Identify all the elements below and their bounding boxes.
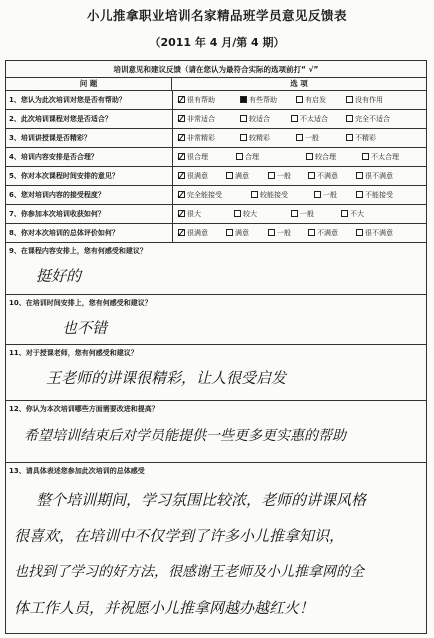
option-checkbox[interactable]: 不能接受 bbox=[356, 186, 393, 204]
option-checkbox[interactable]: 一般 bbox=[314, 186, 337, 204]
table-caption: 培训意见和建议反馈（请在您认为最符合实际的选项前打“ √” bbox=[6, 61, 426, 78]
question-row bbox=[6, 167, 426, 186]
question-row bbox=[6, 224, 426, 243]
option-checkbox[interactable]: 较精彩 bbox=[240, 129, 270, 147]
option-checkbox[interactable]: 有些帮助 bbox=[240, 91, 277, 109]
option-checkbox[interactable]: 较适合 bbox=[240, 110, 270, 128]
option-checkbox[interactable]: 不满意 bbox=[308, 224, 338, 242]
option-checkbox[interactable]: 合理 bbox=[236, 148, 259, 166]
question-label: 4、培训内容安排是否合理？ bbox=[9, 153, 98, 161]
question-row bbox=[6, 148, 426, 167]
handwritten-answer-line: 整个培训期间，学习氛围比较浓，老师的讲课风格 bbox=[36, 491, 367, 509]
option-checkbox[interactable]: 不太合理 bbox=[362, 148, 399, 166]
option-checkbox[interactable]: 很不满意 bbox=[356, 224, 393, 242]
checkmark-icon: ✓ bbox=[176, 207, 187, 221]
option-checkbox[interactable]: 完全不适合 bbox=[346, 110, 390, 128]
question-label: 2、此次培训课程对您是否适合？ bbox=[9, 115, 112, 123]
handwritten-answer: 也不错 bbox=[62, 319, 108, 337]
question-row bbox=[6, 91, 426, 110]
question-label: 3、培训讲授课是否精彩？ bbox=[9, 134, 91, 142]
question-label: 5、你对本次课程时间安排的意见？ bbox=[9, 172, 119, 180]
open-question-row bbox=[6, 345, 426, 401]
option-checkbox[interactable]: 不大 bbox=[341, 205, 364, 223]
handwritten-answer: 希望培训结束后对学员能提供一些更多更实惠的帮助 bbox=[24, 428, 346, 444]
form-title: 小儿推拿职业培训名家精品班学员意见反馈表 bbox=[86, 8, 347, 23]
checkmark-icon: ✓ bbox=[176, 226, 187, 240]
open-question-label: 12、你认为本次培训哪些方面需要改进和提高？ bbox=[9, 405, 159, 413]
question-row bbox=[6, 186, 426, 205]
handwritten-answer: 挺好的 bbox=[36, 267, 82, 285]
option-checkbox[interactable]: 较合理 bbox=[306, 148, 336, 166]
question-label: 8、你对本次培训的总体评价如何？ bbox=[9, 229, 119, 237]
handwritten-answer-line: 也找到了学习的好方法，很感谢王老师及小儿推拿网的全 bbox=[14, 564, 364, 580]
open-question-row bbox=[6, 295, 426, 345]
column-divider bbox=[172, 110, 173, 128]
question-label: 1、您认为此次培训对您是否有帮助？ bbox=[9, 96, 126, 104]
option-checkbox[interactable]: 很大 bbox=[178, 205, 201, 223]
question-label: 6、您对培训内容的接受程度？ bbox=[9, 191, 105, 199]
checkmark-icon: ✓ bbox=[176, 131, 187, 145]
option-checkbox[interactable]: 很满意 bbox=[178, 224, 208, 242]
option-checkbox[interactable]: 很满意 bbox=[178, 167, 208, 185]
open-question-row bbox=[6, 243, 426, 295]
table-column-headers bbox=[6, 78, 426, 91]
option-checkbox[interactable]: 一般 bbox=[268, 167, 291, 185]
option-checkbox[interactable]: 非常适合 bbox=[178, 110, 215, 128]
checkmark-icon: ✓ bbox=[176, 188, 187, 202]
open-question-label: 9、在课程内容安排上，您有何感受和建议？ bbox=[9, 247, 147, 255]
question-row bbox=[6, 110, 426, 129]
checkmark-icon: ✓ bbox=[176, 169, 187, 183]
feedback-table bbox=[5, 60, 427, 634]
option-checkbox[interactable]: 有启发 bbox=[296, 91, 326, 109]
option-checkbox[interactable]: 不太适合 bbox=[291, 110, 328, 128]
column-header-question: 问 题 bbox=[6, 78, 172, 90]
open-question-label: 10、在培训时间安排上，您有何感受和建议？ bbox=[9, 299, 152, 307]
option-checkbox[interactable]: 很不满意 bbox=[356, 167, 393, 185]
form-subtitle: （2011 年 4 月/第 4 期） bbox=[149, 36, 285, 49]
option-checkbox[interactable]: 很有帮助 bbox=[178, 91, 215, 109]
handwritten-answer: 王老师的讲课很精彩，让人很受启发 bbox=[46, 369, 287, 387]
handwritten-answer-line: 体工作人员，并祝愿小儿推拿网越办越红火！ bbox=[14, 599, 315, 617]
option-checkbox[interactable]: 很合理 bbox=[178, 148, 208, 166]
open-question-row bbox=[6, 401, 426, 463]
option-checkbox[interactable]: 不精彩 bbox=[346, 129, 376, 147]
option-checkbox[interactable]: 一般 bbox=[268, 224, 291, 242]
option-checkbox[interactable]: 没有作用 bbox=[346, 91, 383, 109]
question-row bbox=[6, 205, 426, 224]
option-checkbox[interactable]: 较能接受 bbox=[251, 186, 288, 204]
open-question-label: 11、对于授课老师，您有何感受和建议？ bbox=[9, 349, 138, 357]
column-divider bbox=[172, 224, 173, 242]
option-checkbox[interactable]: 满意 bbox=[226, 224, 249, 242]
option-checkbox[interactable]: 满意 bbox=[226, 167, 249, 185]
open-question-row bbox=[6, 463, 426, 635]
option-checkbox[interactable]: 较大 bbox=[234, 205, 257, 223]
column-header-options: 选 项 bbox=[290, 79, 308, 88]
column-divider bbox=[172, 186, 173, 204]
column-divider bbox=[172, 148, 173, 166]
handwritten-answer-line: 很喜欢，在培训中不仅学到了许多小儿推拿知识， bbox=[14, 527, 345, 545]
option-checkbox[interactable]: 完全能接受 bbox=[178, 186, 222, 204]
checkmark-icon: ✓ bbox=[176, 93, 187, 107]
column-divider bbox=[172, 167, 173, 185]
option-checkbox[interactable]: 不满意 bbox=[308, 167, 338, 185]
question-row bbox=[6, 129, 426, 148]
open-question-label: 13、请具体表述您参加此次培训的总体感受 bbox=[9, 467, 145, 475]
option-checkbox[interactable]: 一般 bbox=[296, 129, 319, 147]
column-divider bbox=[172, 205, 173, 223]
option-checkbox[interactable]: 非常精彩 bbox=[178, 129, 215, 147]
column-divider bbox=[172, 129, 173, 147]
option-checkbox[interactable]: 一般 bbox=[291, 205, 314, 223]
question-label: 7、你参加本次培训收获如何？ bbox=[9, 210, 105, 218]
column-divider bbox=[172, 91, 173, 109]
checkmark-icon: ✓ bbox=[176, 112, 187, 126]
checkmark-icon: ✓ bbox=[176, 150, 187, 164]
